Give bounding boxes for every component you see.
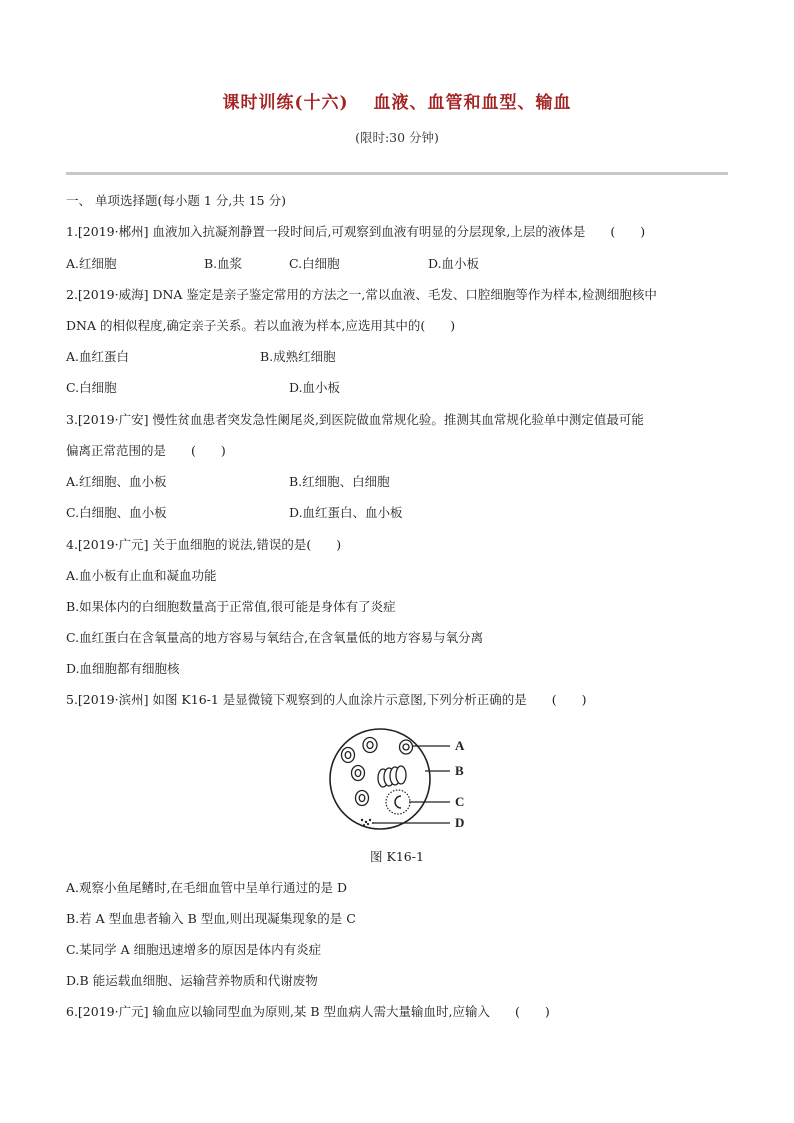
label-d: D	[455, 815, 465, 830]
page-title: 课时训练(十六) 血液、血管和血型、输血	[222, 93, 572, 113]
question-5-option-b: B.若 A 型血患者输入 B 型血,则出现凝集现象的是 C	[66, 911, 356, 926]
question-6-stem: 6.[2019·广元] 输血应以输同型血为原则,某 B 型血病人需大量输血时,应输入 ( )	[66, 1004, 550, 1019]
question-2-option-b: B.成熟红细胞	[260, 349, 336, 364]
red-cell-center	[367, 742, 373, 749]
stacked-cell	[396, 766, 406, 784]
red-cell-center	[355, 770, 361, 777]
question-5-stem: 5.[2019·滨州] 如图 K16-1 是显微镜下观察到的人血涂片示意图,下列分析正确的是 ( )	[66, 692, 587, 707]
question-5-option-a: A.观察小鱼尾鳍时,在毛细血管中呈单行通过的是 D	[66, 880, 347, 895]
section-heading: 一、 单项选择题(每小题 1 分,共 15 分)	[66, 193, 286, 208]
divider	[66, 172, 728, 175]
time-limit: (限时:30 分钟)	[355, 130, 439, 145]
question-2-option-d: D.血小板	[289, 380, 341, 395]
label-b: B	[455, 763, 464, 778]
question-3-stem-line-2: 偏离正常范围的是 ( )	[66, 443, 226, 458]
question-3-stem-line-1: 3.[2019·广安] 慢性贫血患者突发急性阑尾炎,到医院做血常规化验。推测其血常规化验单中测定值最可能	[66, 412, 644, 427]
question-2-stem-line-2: DNA 的相似程度,确定亲子关系。若以血液为样本,应选用其中的( )	[66, 318, 456, 333]
red-cell-center	[359, 795, 365, 802]
question-3-option-d: D.血红蛋白、血小板	[289, 505, 403, 520]
red-cell-center	[345, 752, 351, 759]
question-5-option-c: C.某同学 A 细胞迅速增多的原因是体内有炎症	[66, 942, 322, 957]
question-3-option-b: B.红细胞、白细胞	[289, 474, 390, 489]
question-3-option-a: A.红细胞、血小板	[66, 474, 167, 489]
question-1-option-c: C.白细胞	[289, 256, 340, 271]
question-4-option-c: C.血红蛋白在含氧量高的地方容易与氧结合,在含氧量低的地方容易与氧分离	[66, 630, 484, 645]
question-2-stem-line-1: 2.[2019·威海] DNA 鉴定是亲子鉴定常用的方法之一,常以血液、毛发、口腔细胞等作为样本,检测细胞核中	[66, 287, 657, 302]
figure-caption: 图 K16-1	[370, 849, 424, 864]
question-4-option-d: D.血细胞都有细胞核	[66, 661, 180, 676]
white-cell	[386, 790, 410, 814]
question-4-option-a: A.血小板有止血和凝血功能	[66, 568, 217, 583]
question-5-option-d: D.B 能运载血细胞、运输营养物质和代谢废物	[66, 973, 318, 988]
question-4-stem: 4.[2019·广元] 关于血细胞的说法,错误的是( )	[66, 537, 342, 552]
question-4-option-b: B.如果体内的白细胞数量高于正常值,很可能是身体有了炎症	[66, 599, 396, 614]
question-2-option-c: C.白细胞	[66, 380, 117, 395]
question-1-option-d: D.血小板	[428, 256, 480, 271]
question-1-option-b: B.血浆	[204, 256, 243, 271]
question-2-option-a: A.血红蛋白	[66, 349, 130, 364]
question-1-option-a: A.红细胞	[66, 256, 117, 271]
label-a: A	[455, 738, 465, 753]
red-cell-center	[403, 744, 409, 750]
blood-smear-figure	[325, 725, 475, 835]
question-3-option-c: C.白细胞、血小板	[66, 505, 167, 520]
label-c: C	[455, 794, 465, 809]
question-1-stem: 1.[2019·郴州] 血液加入抗凝剂静置一段时间后,可观察到血液有明显的分层现象,上层的液体是 ( )	[66, 224, 646, 239]
